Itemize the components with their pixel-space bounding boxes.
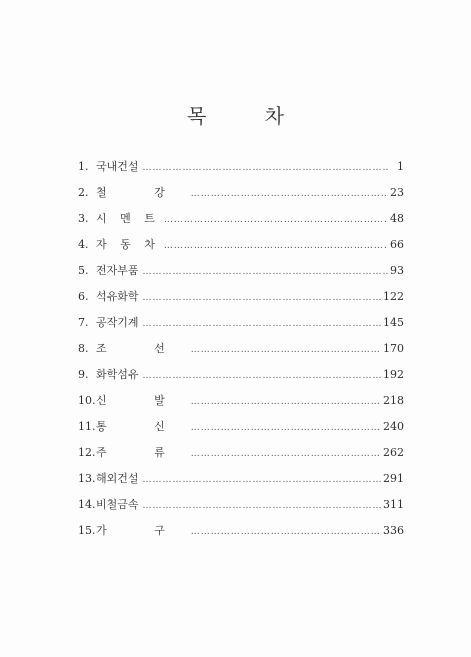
toc-entry[interactable] xyxy=(78,184,404,210)
toc-entry[interactable] xyxy=(78,470,404,496)
toc-entry-label: 신 발 xyxy=(96,394,187,407)
toc-entry-label: 비철금속 xyxy=(96,498,139,511)
dot-leader xyxy=(143,319,381,329)
toc-entry-number: 15. xyxy=(78,524,96,537)
toc-entry[interactable] xyxy=(78,158,404,184)
toc-entry[interactable] xyxy=(78,340,404,366)
toc-entry-number: 1. xyxy=(78,160,89,173)
toc-entry-page: 1 xyxy=(397,160,404,173)
toc-entry[interactable] xyxy=(78,496,404,522)
toc-entry[interactable] xyxy=(78,392,404,418)
toc-entry-page: 145 xyxy=(383,316,404,329)
toc-entry-page: 336 xyxy=(383,524,404,537)
toc-entry-page: 93 xyxy=(390,264,404,277)
toc-entry-page: 262 xyxy=(383,446,404,459)
toc-entry[interactable] xyxy=(78,366,404,392)
toc-entry[interactable] xyxy=(78,314,404,340)
toc-entry[interactable] xyxy=(78,236,404,262)
dot-leader xyxy=(191,449,381,459)
toc-entry[interactable] xyxy=(78,418,404,444)
toc-entry-label: 석유화학 xyxy=(96,290,139,303)
toc-entry-page: 240 xyxy=(383,420,404,433)
toc-entry[interactable] xyxy=(78,262,404,288)
dot-leader xyxy=(164,241,388,251)
toc-entry-label: 해외건설 xyxy=(96,472,139,485)
toc-entry-number: 4. xyxy=(78,238,89,251)
toc-entry-number: 2. xyxy=(78,186,89,199)
toc-entry-number: 3. xyxy=(78,212,89,225)
toc-entry-number: 12. xyxy=(78,446,96,459)
toc-entry-number: 10. xyxy=(78,394,96,407)
toc-entry-label: 공작기계 xyxy=(96,316,139,329)
dot-leader xyxy=(143,475,381,485)
toc-entry-number: 9. xyxy=(78,368,89,381)
dot-leader xyxy=(191,527,381,537)
toc-entry-label: 철 강 xyxy=(96,186,187,199)
toc-entry-number: 14. xyxy=(78,498,96,511)
toc-entry-number: 6. xyxy=(78,290,89,303)
toc-entry-label: 시 멘 트 xyxy=(96,212,160,225)
toc-entry-label: 주 류 xyxy=(96,446,187,459)
dot-leader xyxy=(143,371,381,381)
dot-leader xyxy=(191,423,381,433)
toc-entry-number: 8. xyxy=(78,342,89,355)
dot-leader xyxy=(143,163,388,173)
toc-entry-page: 192 xyxy=(383,368,404,381)
toc-entry-page: 66 xyxy=(390,238,404,251)
page-title: 목 차 xyxy=(187,104,310,128)
toc-entry-number: 7. xyxy=(78,316,89,329)
toc-entry-label: 국내건설 xyxy=(96,160,139,173)
toc-entry-label: 화학섬유 xyxy=(96,368,139,381)
toc-entry-number: 13. xyxy=(78,472,96,485)
toc-entry-label: 가 구 xyxy=(96,524,187,537)
toc-entry-page: 311 xyxy=(383,498,404,511)
toc-entry-page: 48 xyxy=(390,212,404,225)
dot-leader xyxy=(143,293,381,303)
toc-entry-label: 자 동 차 xyxy=(96,238,160,251)
dot-leader xyxy=(191,345,381,355)
toc-entry-label: 통 신 xyxy=(96,420,187,433)
toc-entry[interactable] xyxy=(78,210,404,236)
toc-entry-page: 291 xyxy=(383,472,404,485)
dot-leader xyxy=(143,501,381,511)
toc-entry[interactable] xyxy=(78,288,404,314)
toc-entry-page: 23 xyxy=(390,186,404,199)
toc-entry[interactable] xyxy=(78,444,404,470)
toc-entry-number: 11. xyxy=(78,420,96,433)
dot-leader xyxy=(191,397,381,407)
toc-entry-page: 218 xyxy=(383,394,404,407)
dot-leader xyxy=(191,189,388,199)
toc-entry[interactable] xyxy=(78,522,404,548)
dot-leader xyxy=(164,215,388,225)
toc-entry-page: 122 xyxy=(383,290,404,303)
table-of-contents xyxy=(78,158,404,548)
toc-entry-label: 전자부품 xyxy=(96,264,139,277)
toc-entry-number: 5. xyxy=(78,264,89,277)
dot-leader xyxy=(143,267,388,277)
toc-entry-label: 조 선 xyxy=(96,342,187,355)
toc-entry-page: 170 xyxy=(383,342,404,355)
